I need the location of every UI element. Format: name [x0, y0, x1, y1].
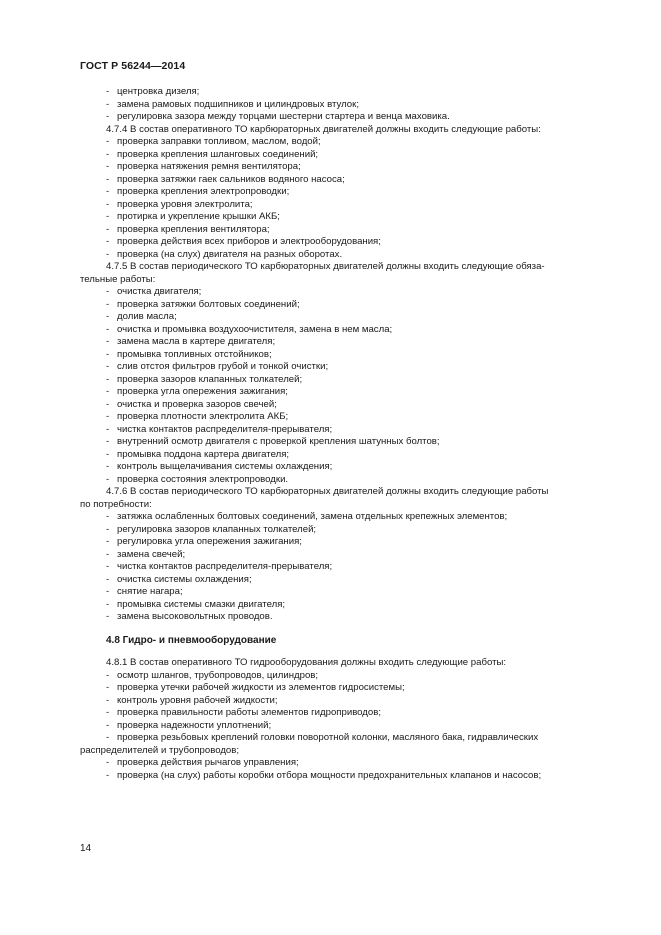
paragraph-line — [0, 486, 661, 499]
line-text: 4.7.5 В состав периодического ТО карбюраторных двигателей должны входить следующие обяза- — [106, 261, 545, 272]
line-text: регулировка угла опережения зажигания; — [117, 536, 302, 547]
list-item — [0, 732, 661, 745]
list-item — [0, 149, 661, 162]
list-dash: - — [106, 173, 110, 185]
list-item — [0, 224, 661, 237]
list-item — [0, 99, 661, 112]
list-dash: - — [106, 398, 110, 410]
list-item — [0, 670, 661, 683]
list-item — [0, 524, 661, 537]
list-item — [0, 324, 661, 337]
line-text: проверка затяжки болтовых соединений; — [117, 298, 300, 310]
line-text: очистка и проверка зазоров свечей; — [117, 398, 277, 410]
line-text: протирка и укрепление крышки АКБ; — [117, 211, 280, 222]
list-item — [0, 311, 661, 324]
list-item — [0, 299, 661, 312]
list-dash: - — [106, 411, 110, 422]
list-item — [0, 586, 661, 599]
line-text: 4.8 Гидро- и пневмооборудование — [106, 634, 277, 646]
list-item — [0, 286, 661, 299]
paragraph-line — [0, 657, 661, 670]
list-dash: - — [106, 348, 110, 360]
list-item — [0, 249, 661, 262]
document-code-header: ГОСТ Р 56244—2014 — [80, 60, 186, 72]
line-text: проверка угла опережения зажигания; — [117, 386, 288, 397]
list-item — [0, 136, 661, 149]
line-text: замена масла в картере двигателя; — [117, 336, 276, 347]
list-item — [0, 424, 661, 437]
list-dash: - — [106, 286, 110, 297]
list-item — [0, 511, 661, 524]
list-item — [0, 549, 661, 562]
list-item — [0, 611, 661, 624]
line-text: 4.7.4 В состав оперативного ТО карбюраторных двигателей должны входить следующие работы: — [106, 123, 541, 135]
line-text: чистка контактов распределителя-прерывателя; — [117, 423, 333, 435]
list-dash: - — [106, 707, 110, 718]
list-dash: - — [106, 669, 110, 681]
list-item — [0, 707, 661, 720]
list-dash: - — [106, 461, 110, 472]
list-dash: - — [106, 323, 110, 335]
list-dash: - — [106, 361, 110, 372]
list-dash: - — [106, 136, 110, 147]
paragraph-continuation — [0, 745, 661, 758]
list-item — [0, 336, 661, 349]
line-text: промывка системы смазки двигателя; — [117, 598, 286, 610]
list-dash: - — [106, 561, 110, 572]
line-text: проверка уровня электролита; — [117, 198, 253, 210]
list-item — [0, 574, 661, 587]
list-dash: - — [106, 311, 110, 322]
list-dash: - — [106, 719, 110, 731]
list-dash: - — [106, 523, 110, 535]
document-body — [0, 86, 661, 782]
line-text: тельные работы: — [80, 273, 156, 285]
list-dash: - — [106, 248, 110, 260]
section-heading — [0, 635, 661, 648]
list-dash: - — [106, 111, 110, 122]
list-dash: - — [106, 536, 110, 547]
list-dash: - — [106, 573, 110, 585]
list-dash: - — [106, 548, 110, 560]
list-item — [0, 211, 661, 224]
list-dash: - — [106, 694, 110, 706]
list-item — [0, 361, 661, 374]
line-text: проверка плотности электролита АКБ; — [117, 411, 289, 422]
list-item — [0, 174, 661, 187]
list-item — [0, 720, 661, 733]
list-dash: - — [106, 86, 110, 97]
list-item — [0, 349, 661, 362]
line-text: проверка крепления электропроводки; — [117, 186, 290, 197]
list-item — [0, 461, 661, 474]
list-item — [0, 161, 661, 174]
line-text: центровка дизеля; — [117, 86, 200, 97]
list-item — [0, 695, 661, 708]
line-text: контроль уровня рабочей жидкости; — [117, 694, 278, 706]
list-dash: - — [106, 373, 110, 385]
list-item — [0, 449, 661, 462]
list-dash: - — [106, 611, 110, 622]
line-text: проверка действия рычагов управления; — [117, 757, 299, 768]
line-text: замена высоковольтных проводов. — [117, 611, 273, 622]
line-text: промывка поддона картера двигателя; — [117, 448, 290, 460]
line-text: проверка крепления вентилятора; — [117, 223, 270, 235]
list-item — [0, 682, 661, 695]
list-dash: - — [106, 757, 110, 768]
list-dash: - — [106, 186, 110, 197]
list-dash: - — [106, 682, 110, 693]
paragraph-line — [0, 124, 661, 137]
line-text: очистка двигателя; — [117, 286, 202, 297]
list-item — [0, 436, 661, 449]
list-item — [0, 199, 661, 212]
list-item — [0, 399, 661, 412]
line-text: контроль выщелачивания системы охлаждения; — [117, 461, 333, 472]
line-text: регулировка зазора между торцами шестерни стартера и венца маховика. — [117, 111, 450, 122]
paragraph-continuation — [0, 274, 661, 287]
line-text: снятие нагара; — [117, 586, 183, 597]
list-dash: - — [106, 473, 110, 485]
list-dash: - — [106, 198, 110, 210]
list-dash: - — [106, 511, 110, 522]
page-number: 14 — [80, 843, 92, 854]
list-item — [0, 186, 661, 199]
list-dash: - — [106, 223, 110, 235]
line-text: проверка заправки топливом, маслом, водой; — [117, 136, 321, 147]
line-text: чистка контактов распределителя-прерывателя; — [117, 561, 333, 572]
list-dash: - — [106, 586, 110, 597]
list-dash: - — [106, 386, 110, 397]
line-text: проверка (на слух) работы коробки отбора мощности предохранительных клапанов и насосов; — [117, 769, 542, 781]
list-dash: - — [106, 336, 110, 347]
list-item — [0, 111, 661, 124]
list-item — [0, 411, 661, 424]
line-text: проверка надежности уплотнений; — [117, 719, 272, 731]
list-dash: - — [106, 598, 110, 610]
line-text: проверка зазоров клапанных толкателей; — [117, 373, 303, 385]
line-text: распределителей и трубопроводов; — [80, 744, 240, 756]
line-text: проверка затяжки гаек сальников водяного насоса; — [117, 173, 345, 185]
line-text: проверка правильности работы элементов гидроприводов; — [117, 707, 382, 718]
line-text: проверка крепления шланговых соединений; — [117, 148, 319, 160]
line-text: промывка топливных отстойников; — [117, 348, 272, 360]
line-text: проверка (на слух) двигателя на разных оборотах. — [117, 248, 343, 260]
line-text: 4.8.1 В состав оперативного ТО гидрооборудования должны входить следующие работы: — [106, 657, 507, 668]
line-text: проверка резьбовых креплений головки поворотной колонки, масляного бака, гидравлических — [117, 732, 539, 743]
line-text: 4.7.6 В состав периодического ТО карбюраторных двигателей должны входить следующие работы — [106, 486, 549, 497]
list-dash: - — [106, 236, 110, 247]
list-dash: - — [106, 436, 110, 447]
line-text: проверка действия всех приборов и электрооборудования; — [117, 236, 381, 247]
list-item — [0, 757, 661, 770]
line-text: проверка состояния электропроводки. — [117, 473, 289, 485]
list-item — [0, 536, 661, 549]
line-text: проверка утечки рабочей жидкости из элементов гидросистемы; — [117, 682, 405, 693]
list-item — [0, 561, 661, 574]
list-dash: - — [106, 161, 110, 172]
list-item — [0, 474, 661, 487]
line-text: замена рамовых подшипников и цилиндровых втулок; — [117, 98, 359, 110]
line-text: проверка натяжения ремня вентилятора; — [117, 161, 301, 172]
list-dash: - — [106, 98, 110, 110]
list-item — [0, 374, 661, 387]
list-dash: - — [106, 298, 110, 310]
line-text: по потребности: — [80, 498, 152, 510]
list-dash: - — [106, 732, 110, 743]
paragraph-continuation — [0, 499, 661, 512]
list-item — [0, 236, 661, 249]
list-item — [0, 770, 661, 783]
list-item — [0, 599, 661, 612]
list-item — [0, 86, 661, 99]
line-text: очистка системы охлаждения; — [117, 573, 252, 585]
line-text: очистка и промывка воздухоочистителя, замена в нем масла; — [117, 323, 393, 335]
line-text: регулировка зазоров клапанных толкателей; — [117, 523, 317, 535]
list-item — [0, 386, 661, 399]
line-text: замена свечей; — [117, 548, 186, 560]
list-dash: - — [106, 448, 110, 460]
list-dash: - — [106, 423, 110, 435]
paragraph-line — [0, 261, 661, 274]
line-text: внутренний осмотр двигателя с проверкой крепления шатунных болтов; — [117, 436, 440, 447]
line-text: долив масла; — [117, 311, 177, 322]
line-text: осмотр шлангов, трубопроводов, цилиндров; — [117, 669, 319, 681]
list-dash: - — [106, 148, 110, 160]
list-dash: - — [106, 211, 110, 222]
line-text: затяжка ослабленных болтовых соединений, замена отдельных крепежных элементов; — [117, 511, 508, 522]
line-text: слив отстоя фильтров грубой и тонкой очистки; — [117, 361, 329, 372]
list-dash: - — [106, 769, 110, 781]
